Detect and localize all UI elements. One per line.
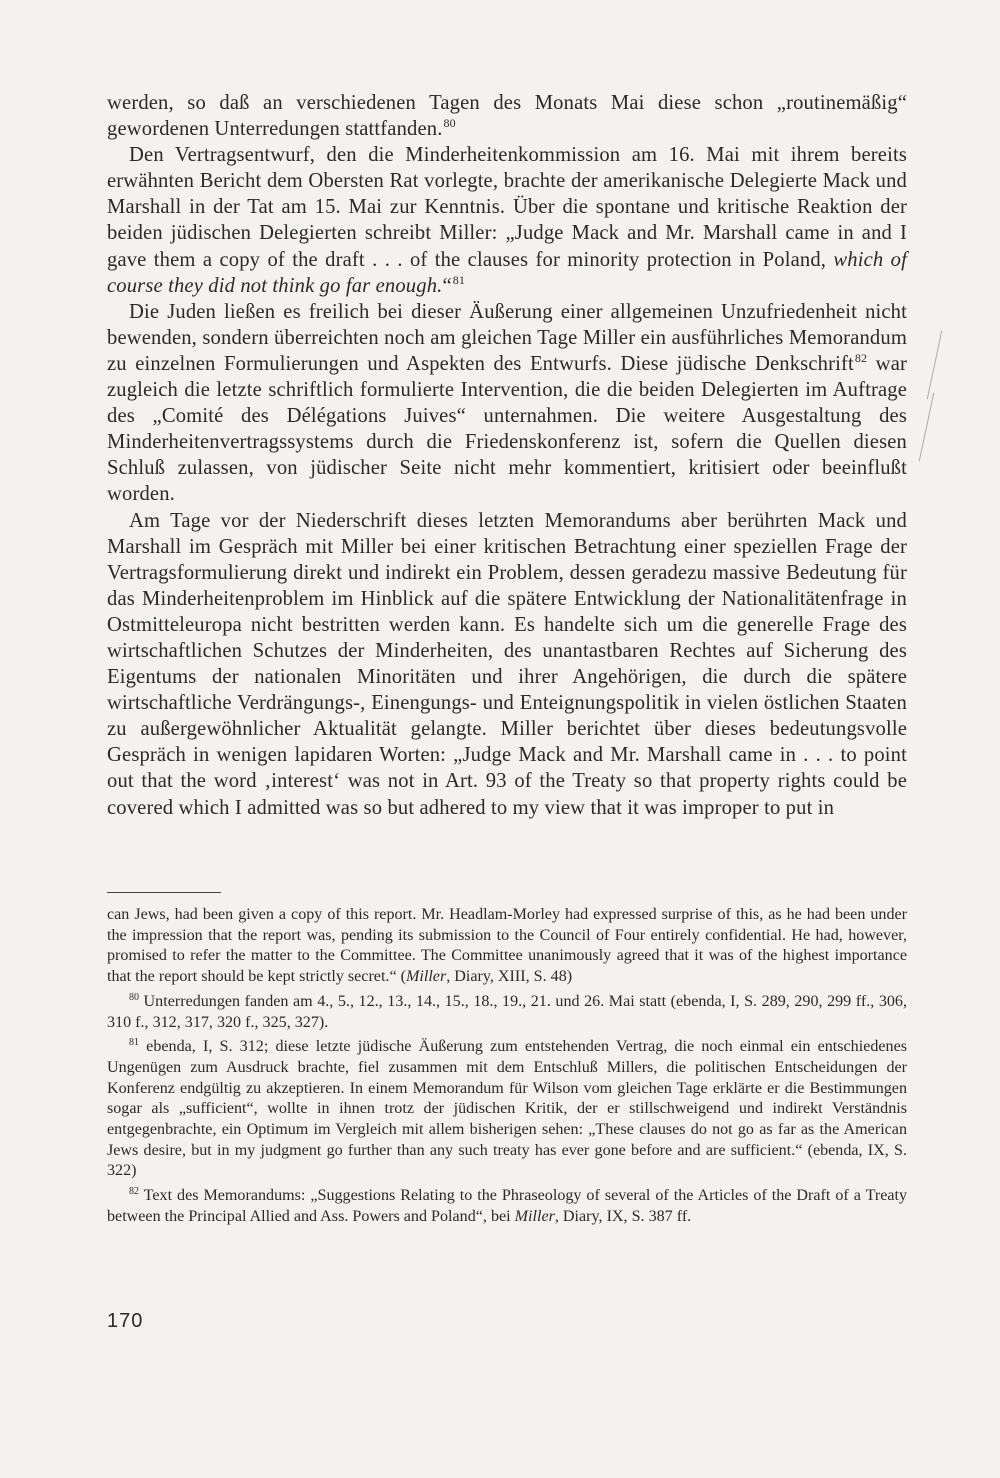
italic-text: which of course they did not think go far enough. — [107, 248, 907, 297]
text-run: , Diary, XIII, S. 48) — [446, 968, 573, 986]
body-paragraph — [107, 299, 907, 508]
italic-text: Miller — [514, 1207, 555, 1225]
text-run: Den Vertragsentwurf, den die Minderheitenkommission am 16. Mai mit ihrem bereits erwähnten Bericht dem Obersten Rat vorlegte, brachte der amerikanische Delegierte Mack und Marshall in der Tat am 15. Mai zur Kenntnis. Über die spontane und kritische Reaktion der beiden jüdischen Delegierten schreibt Miller: „Judge Mack and Mr. Marshall came in and I gave them a copy of the draft . . . of the clauses for minority protection in Poland, — [107, 144, 907, 271]
margin-mark — [919, 393, 935, 462]
text-run: “ — [442, 274, 452, 297]
text-run: Am Tage vor der Niederschrift dieses letzten Memorandums aber berührten Mack und Marshall im Gespräch mit Miller bei einer kritischen Betrachtung einer speziellen Frage der Vertragsformulierung direkt und indirekt ein Problem, dessen geradezu massive Bedeutung für das Minderheitenproblem im Hinblick auf die spätere Entwicklung der Nationalitätenfrage in Ostmitteleuropa nicht bestritten werden kann. Es handelte sich um die generelle Frage des wirtschaftlichen Schutzes der Minderheiten, des unantastbaren Rechtes auf Sicherung des Eigentums der nationalen Minoritäten und ihrer Angehörigen, die durch die spätere wirtschaftliche Verdrängungs-, Einengungs- und Enteignungspolitik in vielen östlichen Staaten zu außergewöhnlicher Aktualität gelangte. Miller berichtet über dieses bedeutungsvolle Gespräch in wenigen lapidaren Worten: „Judge Mack and Mr. Marshall came in . . . to point out that the word ‚interest‘ was not in Art. 93 of the Treaty so that property rights could be covered which I admitted was so but adhered to my view that it was improper to put in — [107, 509, 907, 819]
footnote-reference: 82 — [854, 350, 868, 365]
text-run: , Diary, IX, S. 387 ff. — [554, 1207, 692, 1225]
text-run: werden, so daß an verschiedenen Tagen des Monats Mai diese schon „routinemäßig“ gewordenen Unterredungen stattfanden. — [107, 92, 907, 141]
text-run: Unterredungen fanden am 4., 5., 12., 13., 14., 15., 18., 19., 21. und 26. Mai statt (ebenda, I, S. 289, 290, 299 ff., 306, 310 f., 312, 317, 320 f., 325, 327). — [107, 992, 907, 1031]
footnote-paragraph — [107, 1037, 907, 1182]
text-run: ebenda, I, S. 312; diese letzte jüdische Äußerung zum entstehenden Vertrag, die noch einmal ein entschiedenes Ungenügen zum Ausdruck brachte, fiel zusammen mit dem Entschluß Millers, die politischen Entscheidungen der Konferenz endgültig zu akzeptieren. In einem Memorandum für Wilson vom gleichen Tage erklärte er die Bestimmungen sogar als „sufficient“, wollte in ihnen trotz der jüdischen Kritik, der er stillschweigend und indirekt Verständnis entgegenbrachte, ein Optimum im Vergleich mit allem bisherigen sehen: „These clauses do not go as far as the American Jews desire, but in my judgment go further than any such treaty has ever gone before and are sufficient.“ (ebenda, IX, S. 322) — [107, 1038, 907, 1180]
footnote-paragraph — [107, 992, 907, 1033]
footnote-reference: 80 — [129, 991, 139, 1003]
text-run: Die Juden ließen es freilich bei dieser Äußerung einer allgemeinen Unzufriedenheit nicht bewenden, sondern überreichten noch am gleichen Tage Miller ein ausführliches Memorandum zu einzelnen Formulierungen und Aspekten des Entwurfs. Diese jüdische Denkschrift — [107, 300, 907, 375]
text-run: war zugleich die letzte schriftlich formulierte Intervention, die die beiden Delegierten im Auftrage des „Comité des Délégations Juives“ unternahmen. Die weitere Ausgestaltung des Minderheitenvertragssystems durch die Friedenskonferenz ist, sofern die Quellen diesen Schluß zulassen, von jüdischer Seite nicht mehr kommentiert, kritisiert oder beeinflußt worden. — [107, 352, 907, 506]
footnote-paragraph — [107, 905, 907, 988]
footnotes — [107, 905, 907, 1228]
footnote-paragraph — [107, 1186, 907, 1227]
body-paragraph — [107, 90, 907, 142]
italic-text: Miller — [405, 968, 447, 986]
footnote-separator — [107, 892, 221, 893]
text-run: Text des Memorandums: „Suggestions Relating to the Phraseology of several of the Articles of the Draft of a Treaty between the Principal Allied and Ass. Powers and Poland“, bei — [107, 1187, 907, 1225]
body-paragraph — [107, 508, 907, 821]
body-paragraph — [107, 142, 907, 299]
footnote-reference: 81 — [129, 1037, 139, 1049]
footnote-reference: 80 — [443, 116, 456, 131]
margin-mark — [927, 331, 943, 400]
footnote-reference: 82 — [129, 1186, 139, 1198]
footnote-reference: 81 — [452, 272, 466, 287]
page-number: 170 — [107, 1310, 144, 1332]
text-run: can Jews, had been given a copy of this report. Mr. Headlam-Morley had expressed surprise of this, as he had been under the impression that the report was, pending its submission to the Council of Four entirely confidential. He had, however, promised to refer the matter to the Committee. The Committee unanimously agreed that it was of the highest importance that the report should be kept strictly secret.“ ( — [107, 906, 907, 986]
main-text — [107, 90, 907, 821]
